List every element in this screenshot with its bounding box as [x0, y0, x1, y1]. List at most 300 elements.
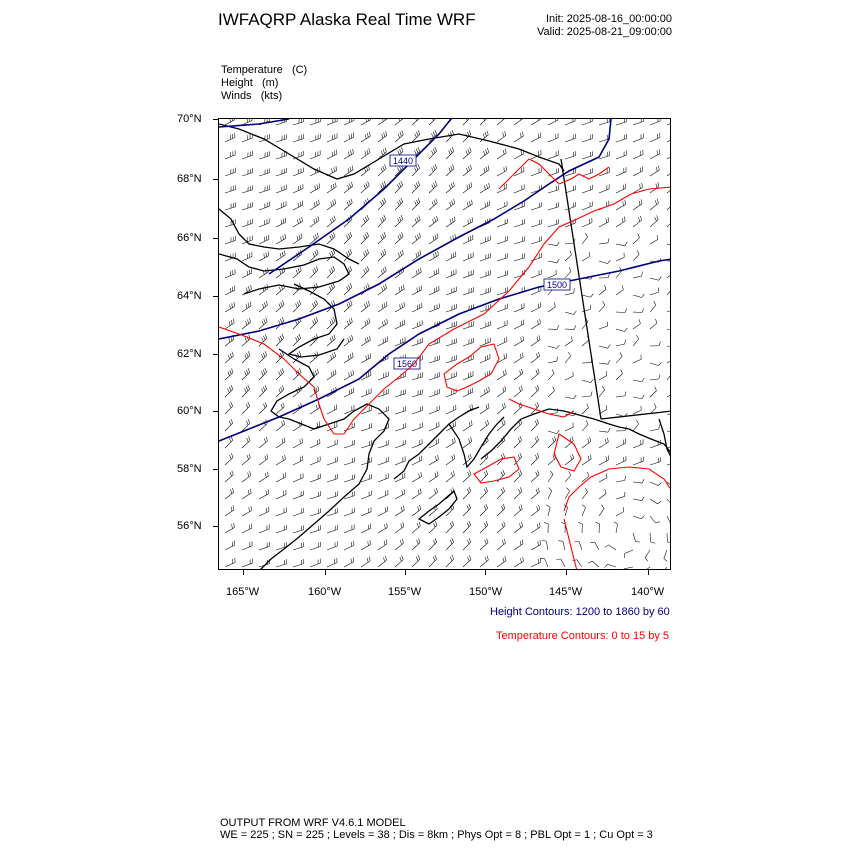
wind-barb [645, 550, 650, 558]
wind-barb-feather [263, 370, 265, 374]
wind-barb [548, 475, 553, 482]
wind-barb-feather [645, 558, 648, 562]
wind-barb [412, 168, 420, 176]
wind-barb-feather [420, 250, 421, 254]
wind-barb [582, 206, 592, 210]
wind-barb [497, 135, 506, 142]
wind-barb-feather [667, 542, 671, 543]
wind-barb-feather [347, 236, 349, 240]
wind-barb-feather [432, 119, 434, 121]
wind-barb-feather [333, 300, 335, 304]
wind-barb [650, 482, 658, 486]
wind-barb-feather [314, 219, 315, 223]
wind-barb [531, 207, 541, 210]
wind-barb [378, 341, 388, 346]
wind-barb-feather [280, 253, 281, 257]
wind-barb [225, 373, 233, 380]
wind-barb [327, 138, 337, 142]
wind-barb [446, 376, 456, 380]
wind-barb [344, 427, 354, 431]
wind-barb [624, 567, 633, 569]
wind-barb-feather [557, 430, 560, 434]
wind-barb-feather [399, 119, 400, 121]
wind-barb [667, 414, 671, 415]
wind-barb-feather [348, 285, 350, 289]
wind-barb-feather [622, 285, 623, 289]
wind-barb-feather [536, 472, 538, 476]
wind-barb [582, 121, 592, 125]
wind-barb-feather [416, 132, 418, 136]
lon-label-140: 140°W [631, 586, 665, 598]
wind-barb-feather [486, 167, 487, 171]
wind-barb-feather [300, 267, 302, 271]
wind-barb-feather [518, 455, 520, 459]
wind-barb [650, 379, 659, 380]
wind-barb [242, 475, 251, 482]
wind-barb-feather [537, 436, 539, 440]
wind-barb-feather [487, 420, 488, 424]
wind-barb [259, 190, 269, 193]
wind-barb [599, 222, 609, 227]
wind-barb [429, 185, 437, 193]
wind-barb [565, 255, 572, 261]
wind-barb-feather [589, 252, 590, 256]
wind-barb-feather [330, 253, 332, 257]
wind-barb-feather [370, 353, 371, 357]
wind-barb [463, 441, 472, 448]
wind-barb [599, 346, 608, 348]
wind-barb [599, 460, 609, 465]
wind-barb [225, 120, 235, 125]
wind-barb [276, 222, 286, 227]
wind-barb [565, 475, 571, 482]
wind-barb-feather [658, 482, 661, 485]
wind-barb [463, 542, 471, 550]
wind-barb-feather [366, 285, 368, 289]
wind-barb [531, 257, 541, 261]
wind-barb-feather [248, 402, 250, 406]
wind-barb-feather [487, 131, 489, 135]
wind-barb-feather [416, 557, 418, 561]
wind-barb-feather [367, 337, 368, 341]
wind-barb-feather [518, 472, 520, 476]
wind-barb [667, 516, 671, 524]
wind-barb [361, 270, 369, 278]
wind-barb-feather [333, 184, 334, 188]
wind-barb [429, 559, 437, 567]
wind-barb [395, 202, 403, 210]
wind-barb [531, 440, 539, 448]
wind-barb-feather [471, 437, 472, 441]
wind-barb [616, 344, 625, 346]
wind-barb-feather [468, 472, 470, 476]
wind-barb-feather [268, 489, 269, 493]
wind-barb [327, 496, 338, 499]
wind-barb [514, 341, 524, 346]
wind-barb [463, 257, 473, 261]
wind-barb-feather [296, 304, 298, 308]
wind-barb-feather [552, 369, 554, 373]
wind-barb [242, 138, 252, 142]
wind-barb-feather [266, 252, 267, 256]
wind-barb [412, 526, 420, 533]
wind-barb-feather [417, 540, 419, 544]
wind-barb-feather [380, 201, 382, 205]
wind-barb-feather [538, 320, 539, 324]
wind-barb-feather [261, 371, 263, 375]
wind-barb [361, 219, 369, 227]
wind-barb-feather [557, 259, 559, 263]
wind-barb-feather [520, 436, 522, 440]
wind-barb-feather [642, 378, 644, 382]
wind-barb-feather [452, 218, 453, 222]
wind-barb-feather [418, 490, 419, 494]
wind-barb [293, 425, 302, 431]
wind-barb [412, 444, 422, 448]
lon-label-155: 155°W [388, 586, 422, 598]
wind-barb-feather [232, 119, 233, 121]
wind-barb [395, 461, 405, 465]
wind-barb [463, 326, 473, 329]
wind-barb-feather [467, 185, 468, 189]
wind-barb-feather [315, 186, 316, 190]
wind-barb-feather [265, 402, 267, 406]
wind-barb-feather [383, 166, 385, 170]
wind-barb [310, 188, 320, 193]
wind-barb [616, 396, 625, 397]
wind-barb-feather [449, 185, 450, 189]
wind-barb [395, 444, 405, 448]
wind-barb [225, 563, 235, 567]
wind-barb-feather [433, 132, 435, 136]
wind-barb-feather [434, 253, 435, 257]
southeast-alaska [659, 419, 671, 459]
wind-barb-feather [279, 372, 281, 376]
wind-barb-feather [233, 505, 234, 509]
wind-barb-feather [574, 311, 577, 315]
wind-barb-feather [535, 404, 537, 408]
wind-barb [327, 546, 337, 550]
wind-barb [599, 509, 604, 516]
wind-barb-feather [450, 219, 451, 223]
wind-barb [565, 138, 575, 142]
wind-barb-feather [538, 488, 539, 492]
wind-barb [429, 542, 437, 550]
wind-barb [276, 156, 286, 159]
wind-barb [480, 257, 490, 261]
wind-barb [429, 377, 439, 380]
wind-barb [361, 428, 371, 431]
wind-barb-feather [503, 470, 505, 474]
wind-barb-feather [331, 372, 332, 376]
wind-barb [242, 173, 252, 176]
wind-barb-feather [313, 253, 315, 257]
wind-barb-feather [469, 555, 471, 559]
wind-barb-feather [248, 490, 249, 494]
wind-barb-feather [295, 337, 297, 341]
wind-barb-feather [582, 505, 585, 508]
wind-barb-feather [658, 182, 659, 186]
wind-barb [633, 424, 639, 431]
wind-barb-feather [331, 302, 333, 306]
wind-barb-feather [347, 202, 349, 206]
wind-barb [242, 511, 252, 516]
wind-barb [650, 137, 660, 142]
wind-barb-feather [487, 556, 488, 560]
wind-barb-feather [365, 134, 366, 138]
wind-barb-feather [623, 569, 624, 570]
wind-barb-feather [418, 164, 420, 168]
field-height: Height (m) [221, 77, 279, 89]
wind-barb [344, 529, 354, 533]
wind-barb-feather [332, 217, 333, 221]
wind-barb-feather [231, 453, 233, 457]
wind-barb-feather [486, 504, 488, 508]
wind-barb-feather [383, 321, 384, 325]
wind-barb [310, 270, 318, 278]
wind-barb [548, 507, 550, 516]
wind-barb-feather [230, 304, 231, 308]
wind-barb [310, 138, 320, 142]
wind-barb [514, 224, 524, 227]
contour-label-1560: 1560 [396, 359, 418, 369]
wind-barb-feather [302, 438, 303, 442]
wind-barb-feather [367, 150, 368, 154]
wind-barb-feather [334, 352, 335, 356]
wind-barb-feather [503, 371, 504, 375]
wind-barb-feather [349, 373, 350, 377]
wind-barb-feather [571, 336, 572, 340]
wind-barb [225, 457, 233, 465]
wind-barb-feather [651, 542, 655, 543]
wind-barb [616, 461, 626, 465]
wind-barb [412, 202, 420, 210]
wind-barb-feather [454, 217, 455, 221]
wind-barb [616, 172, 626, 176]
wind-barb-feather [484, 151, 485, 155]
wind-barb-feather [370, 540, 371, 544]
wind-barb-feather [331, 355, 332, 359]
wind-barb-feather [282, 368, 284, 372]
wind-barb-feather [623, 201, 624, 205]
wind-barb-feather [519, 523, 520, 527]
wind-barb-feather [520, 119, 521, 120]
wind-barb-feather [368, 181, 370, 185]
wind-barb [599, 289, 606, 295]
wind-barb-feather [596, 522, 600, 524]
wind-barb [650, 239, 658, 244]
wind-barb [633, 295, 642, 297]
wind-barb [616, 496, 625, 499]
wind-barb [548, 458, 556, 465]
wind-barb-feather [385, 524, 386, 528]
wind-barb-feather [590, 455, 591, 459]
wind-barb-feather [230, 370, 232, 374]
wind-barb [616, 244, 625, 246]
wind-barb [378, 323, 387, 329]
wind-barb-feather [366, 183, 368, 187]
wind-barb-feather [536, 370, 538, 374]
wind-barb-feather [363, 253, 365, 257]
wind-barb [395, 185, 403, 193]
wind-barb [463, 274, 473, 278]
wind-barb-feather [540, 319, 541, 323]
wind-barb [548, 207, 559, 210]
wind-barb [514, 474, 522, 482]
wind-barb-feather [385, 320, 386, 324]
wind-barb [378, 253, 386, 261]
wind-barb-feather [283, 403, 285, 407]
wind-barb [225, 241, 235, 244]
wind-barb-feather [348, 251, 350, 255]
wind-barb-feather [453, 182, 454, 186]
wind-barb-feather [331, 202, 332, 206]
wind-barb [412, 460, 422, 465]
wind-barb [378, 544, 387, 550]
wind-barb [633, 204, 642, 210]
wind-barb-feather [469, 504, 471, 508]
wind-barb-feather [657, 215, 659, 219]
wind-barb-feather [283, 456, 284, 460]
wind-barb-feather [282, 334, 284, 338]
wind-barb [531, 241, 541, 244]
wind-barb-feather [625, 340, 626, 344]
wind-barb [579, 541, 582, 550]
wind-barb [242, 372, 250, 380]
wind-barb [378, 461, 388, 465]
wind-barb [293, 373, 301, 380]
wind-barb-feather [455, 234, 456, 238]
wind-barb-feather [485, 540, 487, 544]
wind-barb-feather [554, 302, 555, 306]
wind-barb [446, 274, 456, 278]
wind-barb-feather [384, 198, 386, 202]
wind-barb [667, 153, 671, 159]
wind-barb [616, 443, 626, 448]
wind-barb-feather [521, 150, 522, 154]
wind-barb-feather [567, 488, 570, 492]
wind-barb-feather [625, 308, 627, 312]
map-panel [218, 118, 671, 570]
wind-barb [378, 511, 388, 516]
wind-barb [463, 559, 471, 567]
wind-barb-feather [438, 251, 439, 255]
wind-barb-feather [249, 318, 250, 322]
wind-barb [480, 205, 490, 210]
wind-barb-feather [282, 439, 283, 443]
wind-barb-feather [450, 149, 452, 153]
wind-barb [378, 478, 388, 482]
wind-barb [429, 255, 438, 261]
wind-barb-feather [332, 336, 334, 340]
wind-barb-feather [450, 202, 451, 206]
wind-barb-feather [352, 165, 353, 169]
wind-barb [633, 516, 642, 519]
wind-barb-feather [655, 319, 656, 323]
wind-barb-feather [419, 215, 421, 219]
lon-tick [325, 570, 326, 575]
wind-barb-feather [437, 471, 438, 475]
wind-barb-feather [452, 201, 453, 205]
wind-barb [259, 459, 268, 465]
wind-barb-feather [369, 148, 370, 152]
wind-barb-feather [434, 200, 436, 204]
wind-barb-feather [353, 557, 354, 561]
wind-barb [667, 499, 671, 506]
wind-barb-feather [436, 488, 437, 492]
wind-barb-feather [452, 538, 454, 542]
wind-barb [633, 397, 642, 399]
wind-barb-feather [538, 369, 540, 373]
wind-barb [563, 541, 565, 550]
wind-barb-feather [420, 505, 421, 509]
wind-barb-feather [540, 540, 541, 544]
wind-barb-feather [536, 489, 537, 493]
wind-barb [548, 244, 557, 246]
wind-barb-feather [419, 233, 420, 237]
wind-barb [616, 356, 622, 363]
wind-barb [310, 478, 320, 482]
wind-barb-feather [382, 183, 384, 187]
wind-barb [446, 360, 456, 363]
wind-barb [650, 154, 660, 159]
wind-barb-feather [505, 370, 506, 374]
wind-barb-feather [261, 355, 263, 359]
wind-barb-feather [418, 538, 420, 542]
wind-barb [446, 291, 456, 295]
wind-barb-feather [228, 372, 230, 376]
wind-barb [480, 187, 489, 193]
wind-barb [497, 325, 507, 329]
wind-barb [514, 324, 524, 329]
wind-barb-feather [472, 404, 473, 408]
wind-barb [616, 205, 626, 210]
wind-barb-feather [335, 183, 336, 187]
wind-barb [480, 560, 488, 567]
wind-barb-feather [404, 302, 405, 306]
wind-barb-feather [454, 438, 455, 442]
wind-barb [327, 479, 337, 482]
wind-barb-feather [521, 386, 522, 390]
wind-barb-feather [486, 521, 488, 525]
wind-barb [361, 462, 371, 465]
wind-barb [429, 291, 439, 295]
wind-barb [276, 529, 286, 533]
wind-barb [225, 510, 234, 516]
wind-barb [548, 307, 555, 312]
wind-barb [548, 138, 558, 142]
wind-barb [480, 474, 488, 482]
wind-barb [650, 323, 657, 329]
wind-barb-feather [614, 522, 618, 524]
wind-barb-feather [400, 119, 401, 120]
wind-barb-feather [421, 472, 422, 476]
wind-barb [276, 512, 286, 516]
wind-barb [531, 356, 540, 363]
wind-barb-feather [382, 287, 383, 291]
wind-barb [531, 119, 540, 125]
wind-barb [565, 397, 574, 399]
lat-label-60: 60°N [177, 405, 202, 417]
wind-barb-feather [451, 472, 452, 476]
wind-barb-feather [625, 392, 626, 396]
wind-barb [497, 508, 505, 516]
wind-barb-feather [578, 522, 582, 524]
wind-barb-feather [484, 489, 486, 493]
wind-barb [531, 172, 541, 176]
wind-barb-feather [401, 507, 402, 511]
wind-barb-feather [381, 185, 383, 189]
